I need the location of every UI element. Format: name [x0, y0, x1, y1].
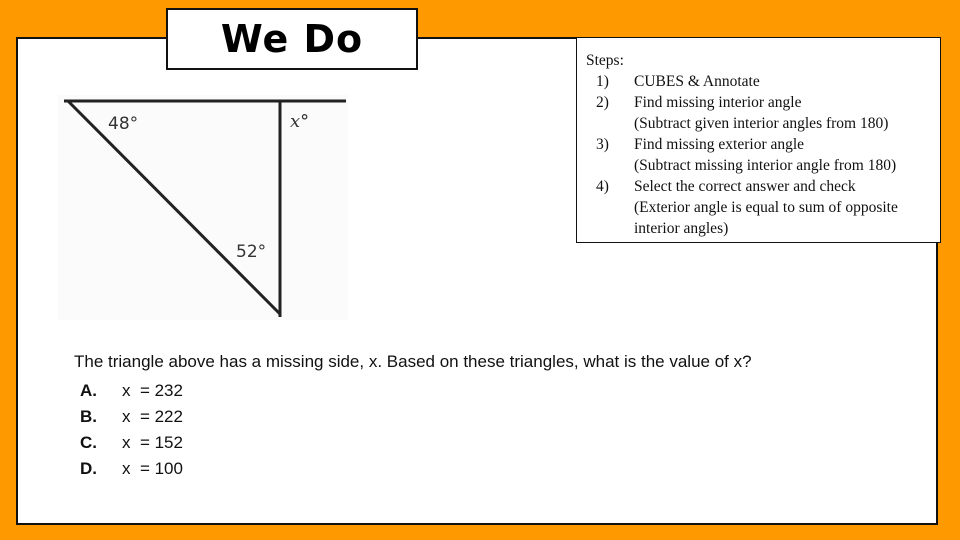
- step-item: [586, 92, 940, 134]
- hypotenuse-line: [68, 101, 280, 314]
- step-number: 4): [596, 178, 609, 195]
- step-item: [586, 134, 940, 176]
- step-text: Find missing interior angle: [634, 94, 802, 111]
- steps-list: [586, 71, 940, 239]
- answer-choices: [80, 378, 183, 482]
- slide-title: We Do: [166, 8, 418, 70]
- choice-d[interactable]: [80, 456, 183, 482]
- question-text: The triangle above has a missing side, x. Based on these triangles, what is the value of x?: [74, 352, 752, 371]
- choice-a[interactable]: [80, 378, 183, 404]
- choice-text: x = 232: [122, 381, 183, 400]
- choice-letter: D.: [80, 459, 97, 478]
- choice-text: x = 152: [122, 433, 183, 452]
- angle-label-48: 48°: [108, 114, 139, 134]
- step-subtext: (Subtract missing interior angle from 180): [634, 157, 897, 174]
- choice-c[interactable]: [80, 430, 183, 456]
- angle-label-x: x°: [290, 111, 310, 132]
- step-item: [586, 71, 940, 92]
- step-item: [586, 176, 940, 239]
- step-number: 3): [596, 136, 609, 153]
- triangle-diagram: [58, 95, 348, 320]
- triangle-figure: [58, 95, 348, 320]
- step-number: 2): [596, 94, 609, 111]
- choice-text: x = 100: [122, 459, 183, 478]
- step-text: Select the correct answer and check: [634, 178, 856, 195]
- steps-heading: Steps:: [586, 52, 624, 69]
- step-text: Find missing exterior angle: [634, 136, 805, 153]
- choice-letter: C.: [80, 433, 97, 452]
- step-text: CUBES & Annotate: [634, 73, 760, 90]
- choice-text: x = 222: [122, 407, 183, 426]
- choice-b[interactable]: [80, 404, 183, 430]
- step-subtext: (Exterior angle is equal to sum of opposite interior angles): [634, 199, 898, 237]
- step-number: 1): [596, 73, 609, 90]
- choice-letter: A.: [80, 381, 97, 400]
- angle-label-52: 52°: [236, 242, 267, 262]
- step-subtext: (Subtract given interior angles from 180): [634, 115, 889, 132]
- steps-box: [576, 37, 941, 243]
- choice-letter: B.: [80, 407, 97, 426]
